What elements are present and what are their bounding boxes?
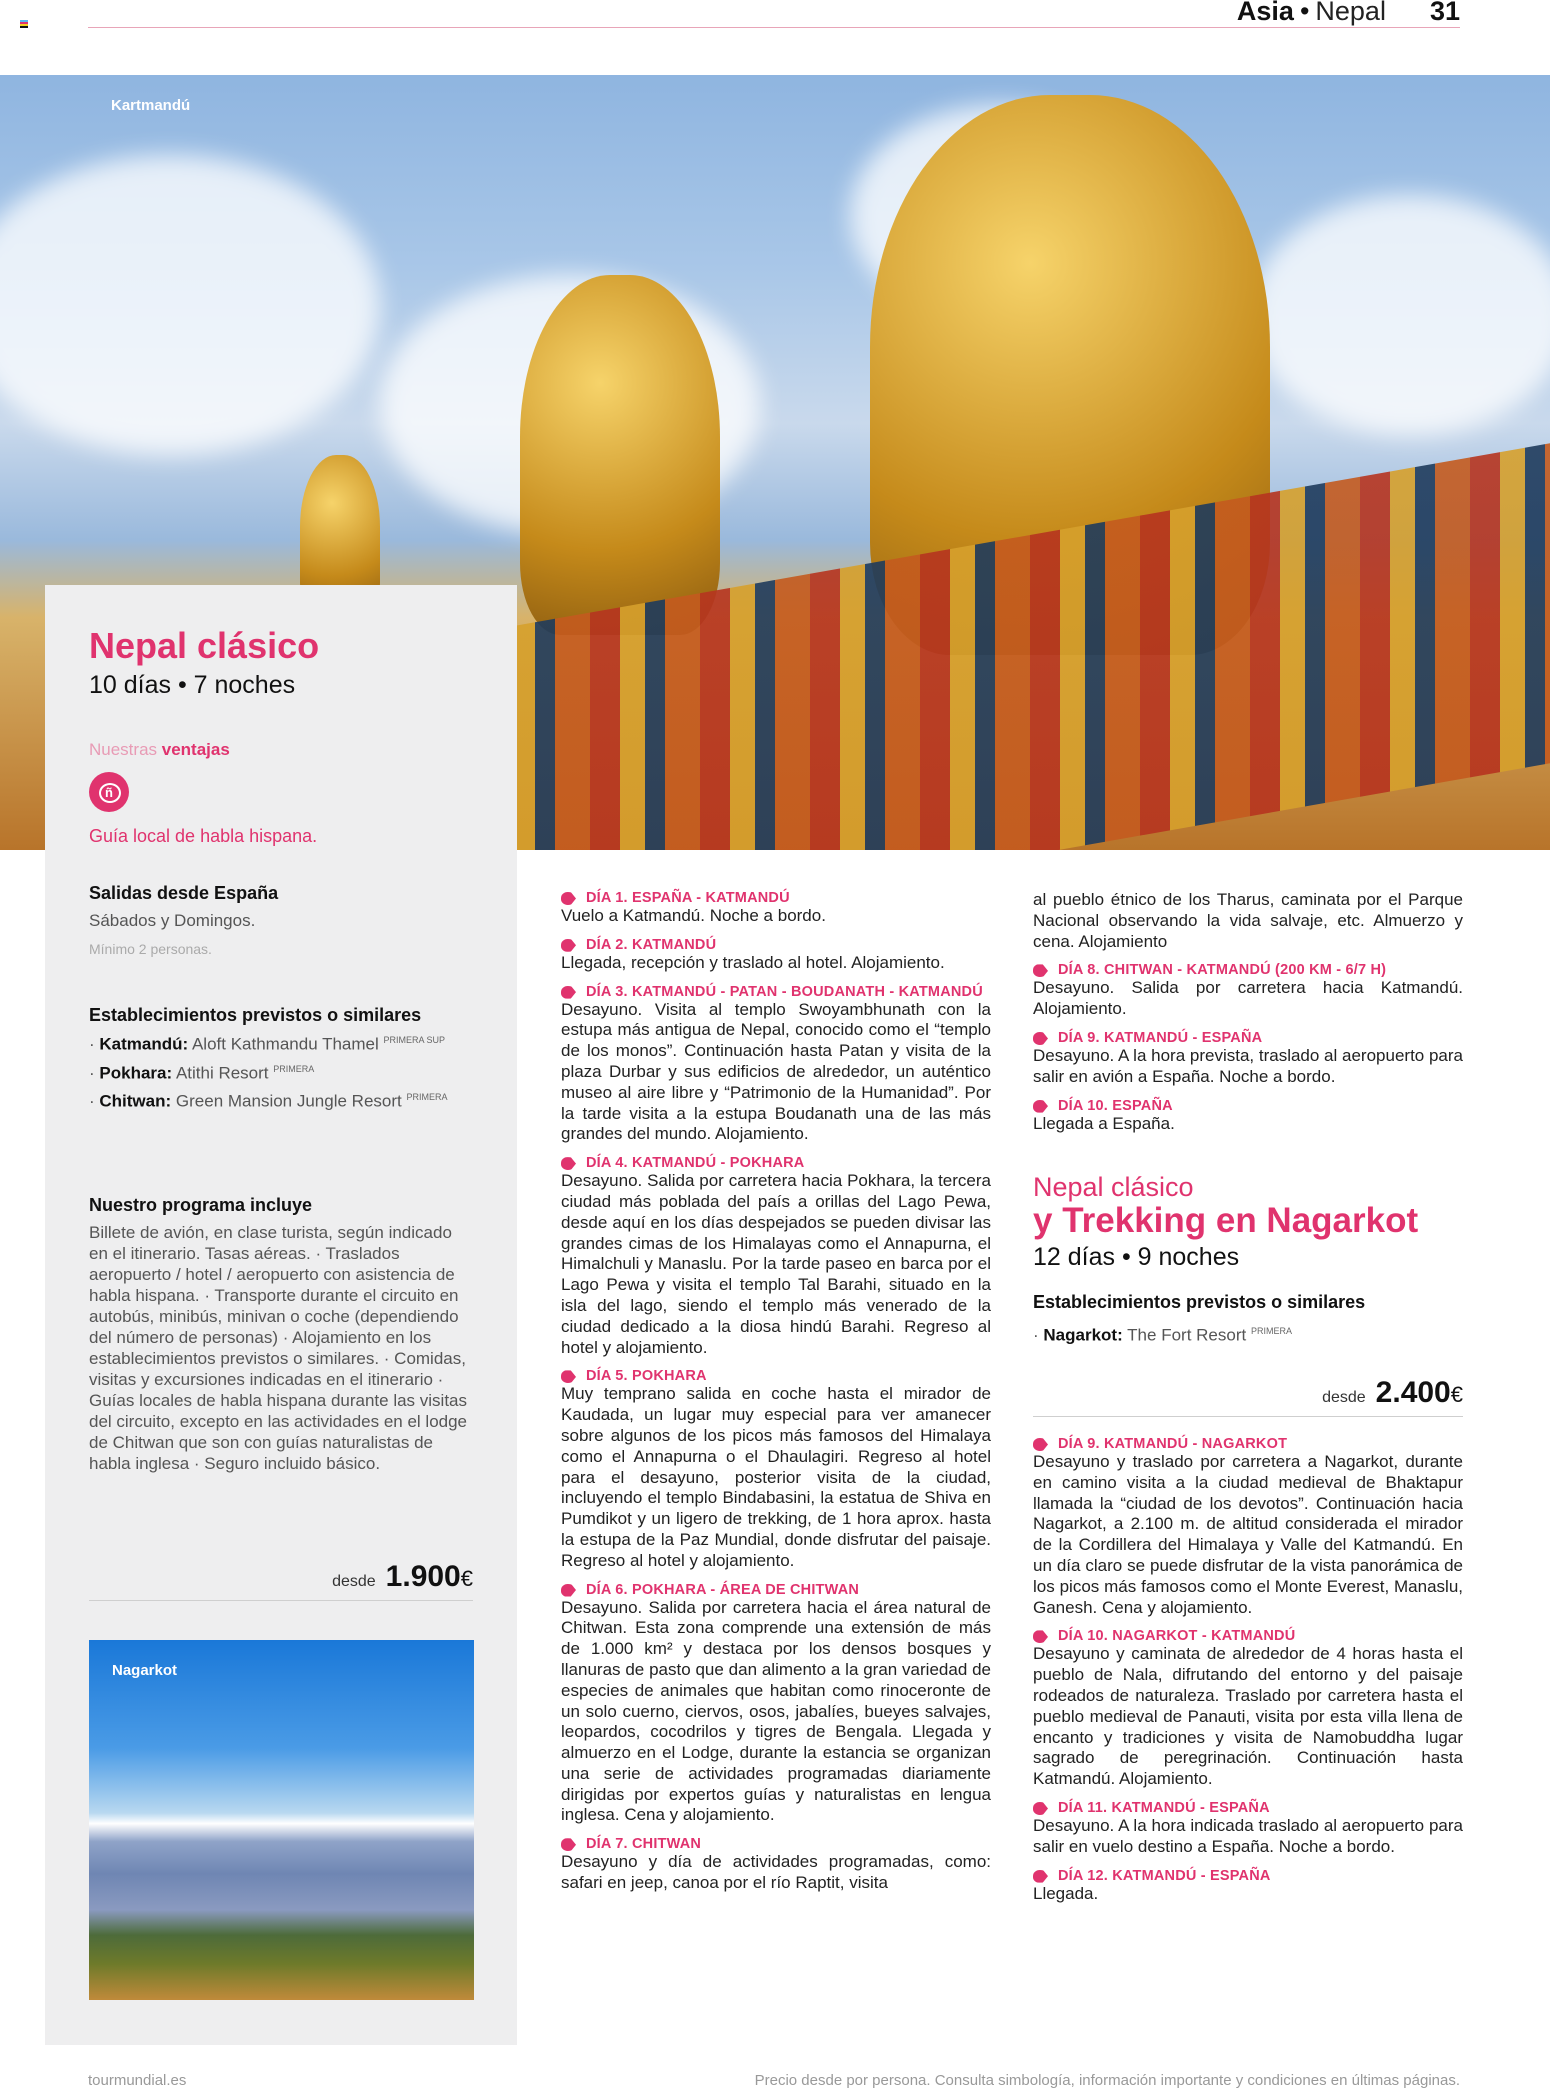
hotel-category: PRIMERA (406, 1092, 448, 1103)
itinerary-day (561, 1582, 991, 1827)
bullet-icon (1033, 1802, 1048, 1815)
bullet-icon (1033, 1100, 1048, 1113)
hotel-item: · Nagarkot: The Fort Resort $^{PRIMERA}$ (1033, 1326, 1292, 1346)
itinerary-day (561, 937, 991, 974)
day-title (1033, 1030, 1463, 1046)
itinerary-day (1033, 1628, 1463, 1790)
day-text-continued: al pueblo étnico de los Tharus, caminata por el Parque Nacional observando la vida salvaje, etc. Almuerzo y cena. Alojamiento (1033, 890, 1463, 951)
price-currency: € (1450, 1382, 1463, 1408)
departures-title: Salidas desde España (89, 883, 279, 903)
hotel-category: PRIMERA (273, 1063, 315, 1074)
day-title (561, 1836, 991, 1852)
itinerary-day (1033, 1436, 1463, 1618)
itinerary-day (1033, 1868, 1463, 1905)
advantages-label (89, 740, 473, 760)
price-currency: € (460, 1566, 473, 1591)
trip2-section (1033, 1172, 1463, 1904)
day-text: Muy temprano salida en coche hasta el mirador de Kaudada, un lugar muy especial para ver amanecer sobre algunos de los picos más famosos del Himalaya como el Annapurna o el Dhaulagiri. Regreso al hotel para el desayuno, posterior visita de la ciudad, incluyendo el templo Bindabasini, la estatua de Shiva en Pumdikot y un ligero de trekking, de 1 hora aprox. hasta la estupa de la Paz Mundial, donde disfrutar del paisaje. Regreso al hotel y alojamiento. (561, 1384, 991, 1570)
header-divider (88, 27, 1460, 28)
itinerary-day (1033, 1800, 1463, 1858)
hotel-city: Nagarkot: (1043, 1326, 1123, 1346)
price-amount: 1.900 (385, 1560, 461, 1593)
bullet-icon (1033, 1870, 1048, 1883)
day-title-text: DÍA 12. KATMANDÚ - ESPAÑA (1058, 1867, 1271, 1884)
day-text: Desayuno. Salida por carretera hacia Pokhara, la tercera ciudad más poblada del país a orillas del Lago Pewa, desde aquí en los días despejados se pueden divisar las grandes cimas de los Himalayas como el Annapurna, el Himalchuli y Manaslu. Por la tarde paseo en barca por el Lago Pewa y visita el templo Tal Barahi, situado en la isla del lago, siendo el templo más venerado de la ciudad dedicado a la diosa hindú Barahi. Regreso al hotel y alojamiento. (561, 1171, 991, 1357)
icon-glyph: ñ (105, 784, 113, 800)
includes-text: Billete de avión, en clase turista, según indicado en el itinerario. Tasas aéreas. · Traslados aeropuerto / hotel / aeropuerto con asistencia de habla hispana. · Transporte durante el circuito en autobús, minibús, minivan o coche (dependiendo del número de personas) · Alojamiento en los establecimientos previstos o similares. · Comidas, visitas y excursiones indicadas en el itinerario · Guías locales de habla hispana durante las visitas del circuito, excepto en las actividades en el lodge de Chitwan que son con guías naturalistas de habla inglesa · Seguro incluido básico. (89, 1223, 468, 1473)
nagarkot-landscape-image (89, 1640, 474, 2000)
itinerary-day (1033, 1098, 1463, 1135)
price-prefix: desde (1322, 1389, 1366, 1407)
price-divider (89, 1600, 473, 1601)
day-text: Desayuno y caminata de alrededor de 4 horas hasta el pueblo de Nala, difrutando del entorno y del paisaje rodeados de naturaleza. Traslado por carretera hasta el pueblo medieval de Panauti, visita por esta villa llena de encanto y tradiciones y visita de Namobuddha lugar sagrado de peregrinación. Continuación hasta Katmandú. Alojamiento. (1033, 1644, 1463, 1789)
day-title-text: DÍA 9. KATMANDÚ - ESPAÑA (1058, 1029, 1263, 1046)
bullet-icon (561, 1838, 576, 1851)
day-title (561, 937, 991, 953)
trip2-duration: 12 días • 9 noches (1033, 1243, 1240, 1272)
day-title-text: DÍA 10. NAGARKOT - KATMANDÚ (1058, 1628, 1296, 1645)
bullet-icon (1033, 1438, 1048, 1451)
itinerary-day (1033, 1030, 1463, 1088)
day-text: Desayuno. A la hora prevista, traslado al aeropuerto para salir en avión a España. Noche a bordo. (1033, 1045, 1463, 1086)
price-trip1 (332, 1560, 473, 1594)
bullet-icon (1033, 964, 1048, 977)
day-text: Vuelo a Katmandú. Noche a bordo. (561, 906, 826, 925)
footer-disclaimer: Precio desde por persona. Consulta simbología, información importante y condiciones en últimas páginas. (754, 2072, 1460, 2089)
day-title (561, 890, 991, 906)
itinerary-day (1033, 962, 1463, 1020)
hotel-category: PRIMERA SUP (383, 1035, 446, 1045)
day-title (1033, 1436, 1463, 1452)
itinerary-day (561, 1368, 991, 1571)
bullet-icon (1033, 1630, 1048, 1643)
day-title (561, 1368, 991, 1384)
day-title-text: DÍA 3. KATMANDÚ - PATAN - BOUDANATH - KATMANDÚ (586, 983, 983, 1000)
day-title-text: DÍA 2. KATMANDÚ (586, 936, 717, 953)
hotel-name: The Fort Resort (1127, 1326, 1247, 1346)
header-country: Nepal (1315, 0, 1386, 26)
itinerary-day (561, 1155, 991, 1358)
bullet-icon (561, 1584, 576, 1597)
day-title-text: DÍA 4. KATMANDÚ - POKHARA (586, 1155, 805, 1172)
hotel-city: Katmandú: (99, 1034, 189, 1054)
day-title-text: DÍA 11. KATMANDÚ - ESPAÑA (1058, 1799, 1270, 1816)
bullet-icon (561, 939, 576, 952)
includes-title: Nuestro programa incluye (89, 1195, 313, 1215)
price-prefix: desde (332, 1573, 376, 1590)
price-trip2 (1322, 1376, 1463, 1410)
price-amount: 2.400 (1375, 1376, 1451, 1410)
itinerary-column-2 (1033, 890, 1463, 1904)
itinerary-day (561, 1836, 991, 1894)
page-header (1237, 0, 1460, 27)
spanish-speech-bubble-icon (89, 772, 129, 812)
day-text: Desayuno y traslado por carretera a Nagarkot, durante en camino visita a la ciudad medieval de Bhaktapur llamada la “ciudad de los devotos”. Continuación hacia Nagarkot, a 2.100 m. de altitud considerada el mirador de la Cordillera del Himalaya y Valle del Katmandú. En un día claro se puede disfrutar de la vista panorámica de los picos más famosos como el Monte Everest, Manaslu, Ganesh. Cena y alojamiento. (1033, 1452, 1463, 1617)
day-text: Llegada. (1033, 1883, 1099, 1903)
trip-summary-card (45, 585, 517, 2045)
trip2-subtitle: Nepal clásico (1033, 1172, 1194, 1203)
bullet-icon (561, 1370, 576, 1383)
day-title (1033, 1098, 1463, 1114)
day-text: Desayuno. Salida por carretera hacia Katmandú. Alojamiento. (1033, 978, 1463, 1019)
itinerary-column-1 (561, 890, 991, 1894)
price-divider (1033, 1416, 1463, 1417)
hotel-name: Aloft Kathmandu Thamel (191, 1034, 379, 1054)
day-text: Desayuno y día de actividades programadas, como: safari en jeep, canoa por el río Raptit, visita (561, 1852, 991, 1893)
print-color-marks (20, 20, 28, 28)
trip-title: Nepal clásico (89, 625, 320, 666)
day-text: Llegada a España. (1033, 1113, 1175, 1133)
day-title-text: DÍA 5. POKHARA (586, 1368, 707, 1385)
day-title-text: DÍA 7. CHITWAN (586, 1836, 702, 1853)
itinerary-day (561, 984, 991, 1146)
hotel-category: PRIMERA (1250, 1326, 1292, 1337)
day-title (561, 1155, 991, 1171)
itinerary-day (561, 890, 991, 927)
hotel-item: · Pokhara: Atithi Resort $^{PRIMERA}$ (89, 1063, 315, 1083)
hotel-name: Green Mansion Jungle Resort (175, 1091, 402, 1111)
day-title-text: DÍA 1. ESPAÑA - KATMANDÚ (586, 890, 790, 906)
day-title (561, 1582, 991, 1598)
advantages-label-light: Nuestras (89, 740, 158, 759)
day-title (1033, 1868, 1463, 1884)
hotels-title: Establecimientos previstos o similares (89, 1005, 422, 1025)
header-region: Asia (1236, 0, 1294, 26)
day-title-text: DÍA 10. ESPAÑA (1058, 1097, 1173, 1114)
bullet-icon (561, 1157, 576, 1170)
page-number: 31 (1429, 0, 1460, 26)
trip2-title: y Trekking en Nagarkot (1033, 1201, 1419, 1241)
hotel-item: · Katmandú: Aloft Kathmandu Thamel $^{PRIMERA SUP}$ (89, 1034, 446, 1054)
day-text: Desayuno. Salida por carretera hacia el área natural de Chitwan. Esta zona comprende una extensión de más de 1.000 km² y destaca por los densos bosques y llanuras de pasto que dan alimento a la gran variedad de especies de animales que habitan como rinoceronte de un solo cuerno, ciervos, osos, jabalíes, bueyes salvajes, leopardos, cocodrilos y tigres de Bengala. Llegada y almuerzo en el Lodge, durante la estancia se organizan una serie de actividades programadas diariamente dirigidas por expertos guías y naturalistas en lengua inglesa. Cena y alojamiento. (561, 1597, 991, 1825)
day-text: Desayuno. Visita al templo Swoyambhunath con la estupa más antigua de Nepal, conocido como el “templo de los monos”. Continuación hasta Patan y visita de la plaza Durbar y sus edificios de alrededor, un auténtico museo al aire libre y “Patrimonio de la Humanidad”. Por la tarde visita a la estupa Boudanath una de las más grandes del mundo. Alojamiento. (561, 999, 991, 1144)
minimum-people: Mínimo 2 personas. (89, 941, 212, 957)
day-title-text: DÍA 9. KATMANDÚ - NAGARKOT (1058, 1436, 1288, 1453)
header-separator: • (1299, 0, 1310, 26)
day-title (561, 984, 991, 1000)
hotel-item: · Chitwan: Green Mansion Jungle Resort $^{PRIMERA}$ (89, 1091, 448, 1111)
day-text: Llegada, recepción y traslado al hotel. Alojamiento. (561, 952, 945, 972)
trip-duration: 10 días • 7 noches (89, 671, 296, 699)
bullet-icon (561, 986, 576, 999)
trip2-hotels-title: Establecimientos previstos o similares (1033, 1292, 1366, 1313)
price-trip2-wrap (1033, 1346, 1463, 1418)
bullet-icon (561, 892, 576, 905)
hotel-city: Pokhara: (99, 1063, 173, 1083)
day-title (1033, 1628, 1463, 1644)
advantages-label-bold: ventajas (161, 740, 230, 759)
footer-website-link[interactable]: tourmundial.es (88, 2072, 187, 2089)
hotel-name: Atithi Resort (175, 1063, 269, 1083)
day-title-text: DÍA 6. POKHARA - ÁREA DE CHITWAN (586, 1581, 860, 1598)
day-text: Desayuno. A la hora indicada traslado al aeropuerto para salir en vuelo destino a España. Noche a bordo. (1033, 1815, 1463, 1856)
departures-text: Sábados y Domingos. (89, 911, 256, 930)
hero-caption: Kartmandú (111, 97, 191, 114)
hotel-city: Chitwan: (99, 1091, 172, 1111)
image-caption: Nagarkot (112, 1662, 178, 1679)
day-title (1033, 962, 1463, 978)
bullet-icon (1033, 1032, 1048, 1045)
day-title-text: DÍA 8. CHITWAN - KATMANDÚ (200 KM - 6/7 H) (1058, 962, 1387, 979)
advantage-text: Guía local de habla hispana. (89, 826, 318, 846)
day-title (1033, 1800, 1463, 1816)
